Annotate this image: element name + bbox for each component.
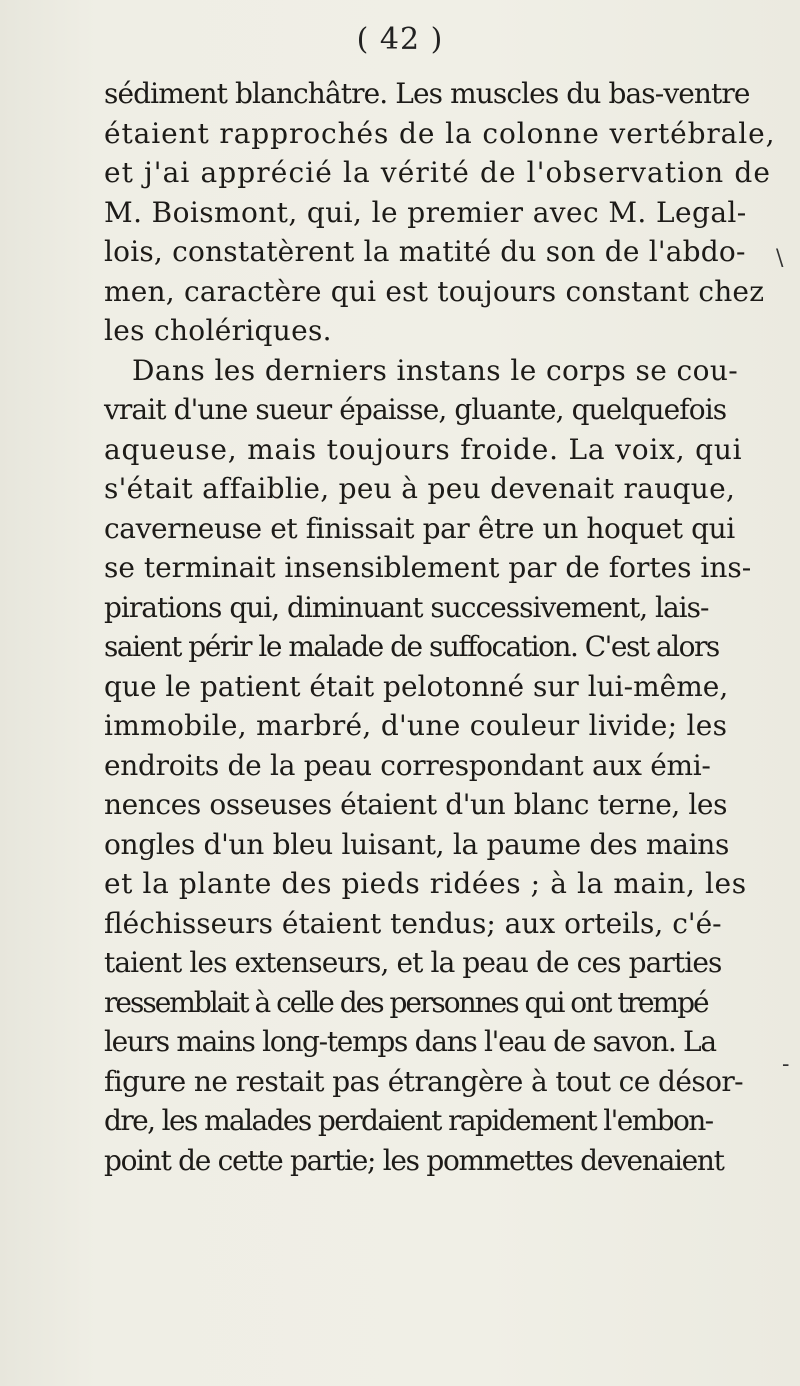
margin-mark: -: [782, 1052, 790, 1077]
margin-mark: \: [776, 246, 784, 271]
text-line: figure ne restait pas étrangère à tout ce désor-: [104, 1064, 743, 1098]
body-text: [104, 74, 800, 1180]
text-line: dre, les malades perdaient rapidement l'embon-: [104, 1104, 713, 1137]
text-line: étaient rapprochés de la colonne vertébrale,: [104, 116, 776, 150]
text-line: caverneuse et finissait par être un hoquet qui: [104, 511, 735, 545]
text-line: s'était affaiblie, peu à peu devenait rauque,: [104, 472, 736, 505]
text-line: endroits de la peau correspondant aux émi-: [104, 748, 711, 782]
text-line: leurs mains long-temps dans l'eau de savon. La: [104, 1025, 716, 1058]
page-number: ( 42 ): [356, 22, 444, 57]
text-line: M. Boismont, qui, le premier avec M. Legal-: [104, 195, 747, 229]
text-line: taient les extenseurs, et la peau de ces parties: [104, 946, 722, 979]
text-line: nences osseuses étaient d'un blanc terne, les: [104, 788, 728, 821]
text-line: pirations qui, diminuant successivement, lais-: [104, 590, 709, 624]
text-line: ressemblait à celle des personnes qui ont trempé: [104, 985, 708, 1019]
text-line: aqueuse, mais toujours froide. La voix, qui: [104, 432, 743, 466]
text-line: sédiment blanchâtre. Les muscles du bas-ventre: [104, 77, 750, 110]
text-line: se terminait insensiblement par de fortes ins-: [104, 551, 752, 584]
text-line: point de cette partie; les pommettes devenaient: [104, 1143, 724, 1177]
text-line: men, caractère qui est toujours constant chez: [104, 274, 765, 308]
text-line: Dans les derniers instans le corps se cou-: [132, 353, 739, 387]
text-line: lois, constatèrent la matité du son de l'abdo-: [104, 235, 746, 268]
text-line: immobile, marbré, d'une couleur livide; les: [104, 709, 728, 742]
text-line: que le patient était pelotonné sur lui-même,: [104, 669, 729, 703]
text-line: saient périr le malade de suffocation. C'est alors: [104, 630, 719, 663]
text-line: et j'ai apprécié la vérité de l'observation de: [104, 156, 772, 189]
text-line: vrait d'une sueur épaisse, gluante, quelquefois: [104, 393, 727, 426]
text-line: et la plante des pieds ridées ; à la main, les: [104, 867, 747, 900]
text-line: ongles d'un bleu luisant, la paume des mains: [104, 827, 730, 861]
text-line: fléchisseurs étaient tendus; aux orteils, c'é-: [104, 906, 722, 940]
text-line: les cholériques.: [104, 314, 332, 347]
